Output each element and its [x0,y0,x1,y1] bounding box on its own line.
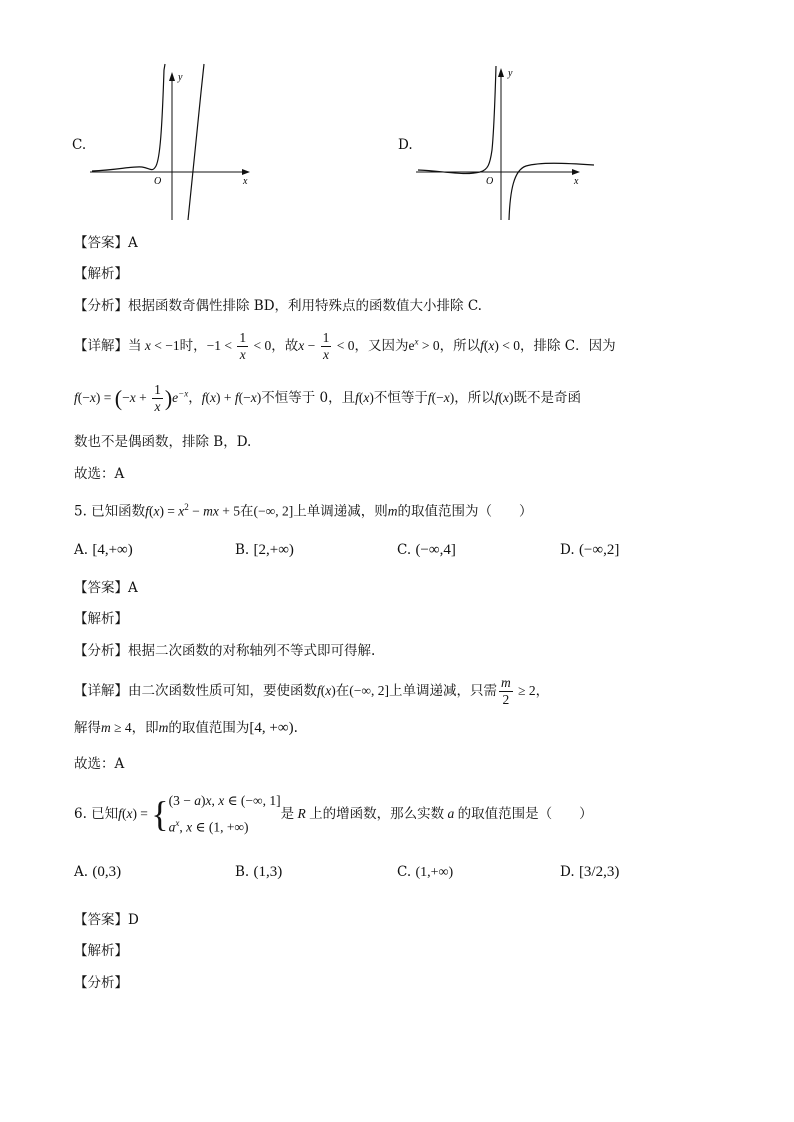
y-axis-arrow [169,72,175,81]
q6-option-b: B. (1,3) [235,864,283,880]
y-axis-label: y [508,68,513,79]
q4-detail-line3: 数也不是偶函数，排除 B，D. [74,434,252,450]
q5-option-d: D. (−∞,2] [560,542,620,558]
graph-d [414,60,604,225]
x-axis-label: x [574,176,579,187]
q6-answer: 【答案】D [74,912,139,928]
q4-analysis: 【解析】 [74,266,128,282]
q6-option-a: A. (0,3) [74,864,122,880]
x-axis-arrow [242,169,250,175]
q6-option-d: D. [3/2,3) [560,864,620,880]
q5-analysis: 【解析】 [74,611,128,627]
q5-stem: 5. 已知函数$f(x) = x^2$ − mx + 5在(−∞, 2]上单调递减，则m的取值范围为（ ） [74,502,533,520]
q5-fenxi: 【分析】根据二次函数的对称轴列不等式即可得解. [74,643,376,659]
graph-c [88,60,268,225]
y-axis-arrow [498,68,504,77]
origin-label: O [154,176,162,187]
x-axis-arrow [572,169,580,175]
q5-solve: 解得m ≥ 4，即m的取值范围为[4, +∞). [74,720,298,736]
curve-left [418,66,496,174]
option-d-label: D. [398,137,413,153]
q4-answer: 【答案】A [74,235,138,251]
curve-right [188,64,204,220]
option-c-label: C. [72,137,87,153]
origin-label: O [486,176,494,187]
q5-answer: 【答案】A [74,580,138,596]
q6-option-c: C. (1,+∞) [397,864,454,880]
q5-option-c: C. (−∞,4] [397,542,456,558]
q5-option-a: A. [4,+∞) [74,542,133,558]
q4-detail-line1: 【详解】当 x < −1时，−1 < $\frac{1}{x}$ < 0，故x − $\frac{1}{x}$ < 0，又因为$e^x > 0$，所以f(x) < 0，排除 C．因为 [74,330,616,362]
curve-left [92,64,165,171]
y-axis-label: y [178,72,183,83]
q5-choose: 故选：A [74,756,125,772]
q6-stem: 6. 已知f(x) = { (3 − a)x, x ∈ (−∞, 1] $a^x$, x ∈ (1, +∞) 是 R 上的增函数，那么实数 a 的取值范围是（ ） [74,793,593,835]
q4-choose: 故选：A [74,466,125,482]
x-axis-label: x [243,176,248,187]
q5-option-b: B. [2,+∞) [235,542,294,558]
q4-detail-line2: f(−x) = (−x + $\frac{1}{x}$ )$e^{-x}$，f(x) + f(−x)不恒等于 0，且f(x)不恒等于f(−x)，所以f(x)既不是奇函 [74,382,582,414]
q6-analysis: 【解析】 [74,943,128,959]
q6-fenxi: 【分析】 [74,975,128,991]
q4-fenxi: 【分析】根据函数奇偶性排除 BD，利用特殊点的函数值大小排除 C. [74,298,482,314]
q5-detail: 【详解】由二次函数性质可知，要使函数f(x)在(−∞, 2]上单调递减，只需 $\frac{m}{2}$ ≥ 2， [74,675,550,707]
